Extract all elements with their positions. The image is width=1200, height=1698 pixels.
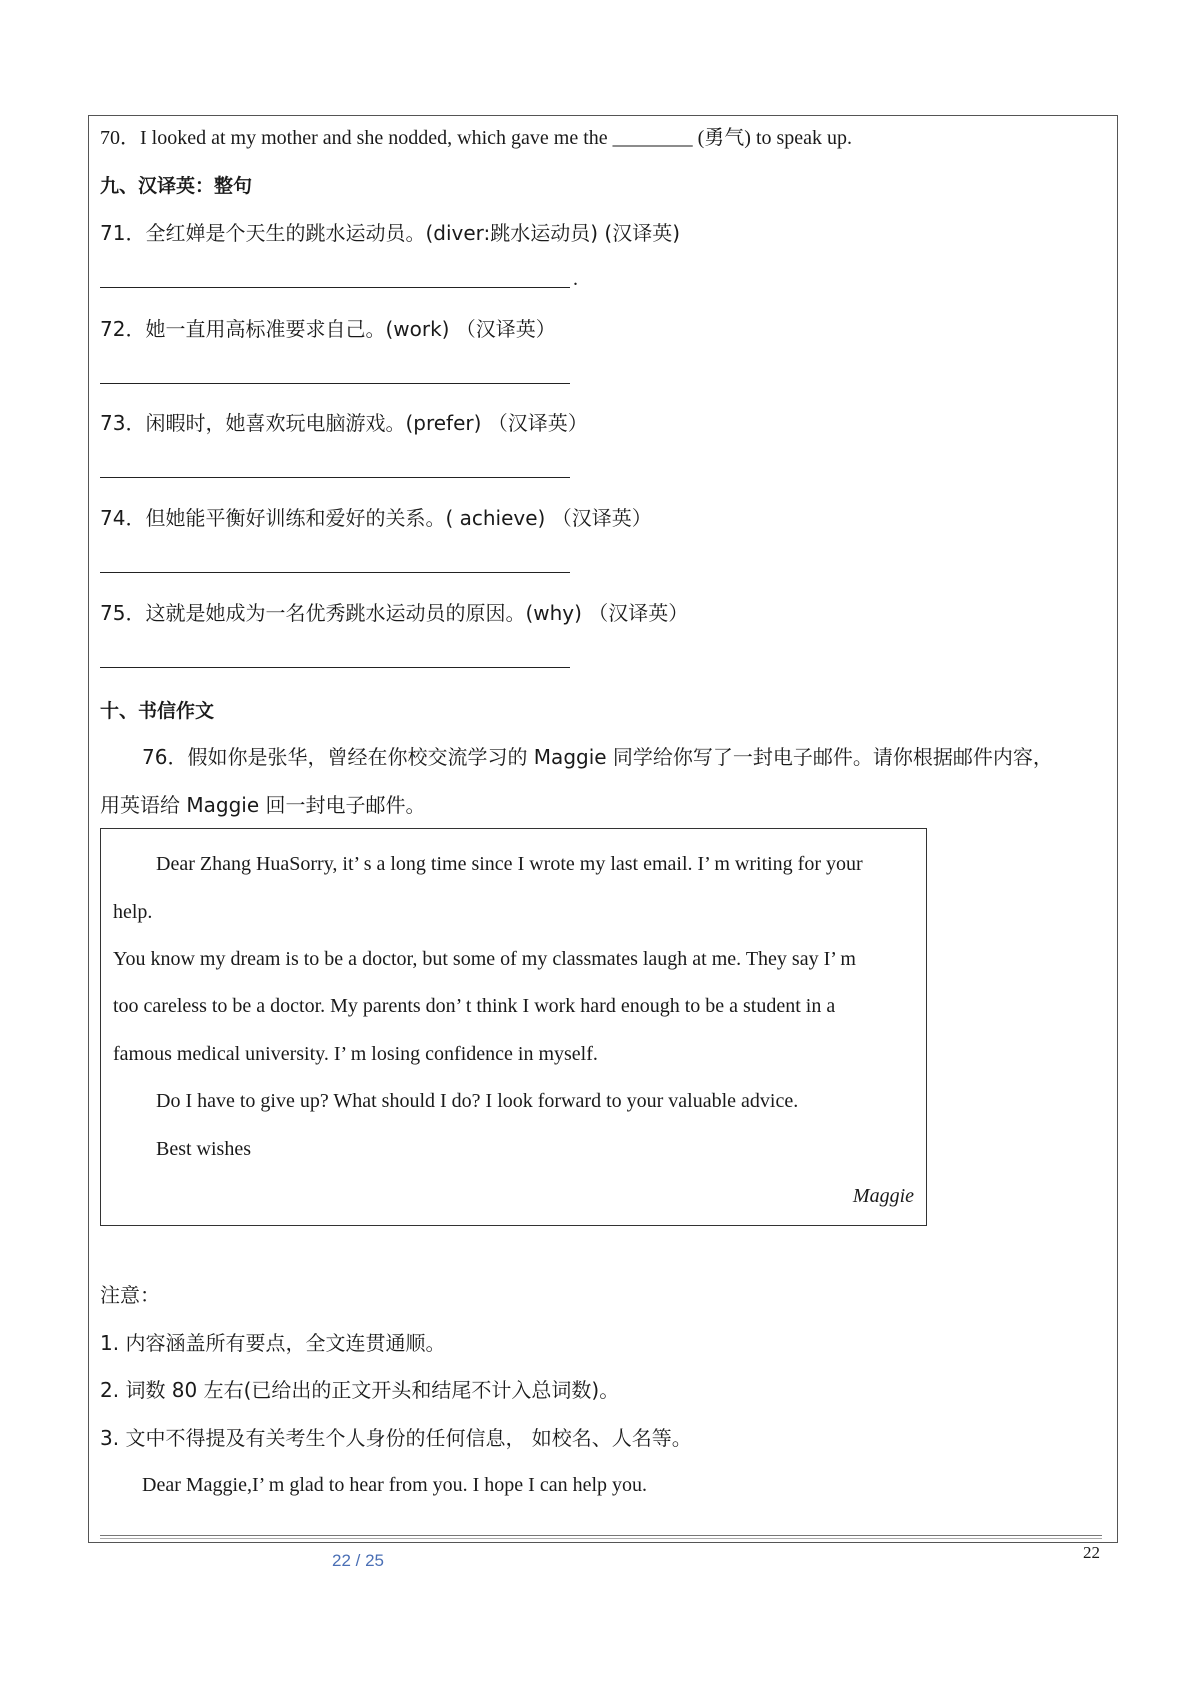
letter-line: Dear Zhang HuaSorry, it’ s a long time since I wrote my last email. I’ m writing for your: [156, 853, 863, 875]
letter-line: Do I have to give up? What should I do? I look forward to your valuable advice.: [156, 1090, 799, 1112]
question-76-line1: 76．假如你是张华，曾经在你校交流学习的 Maggie 同学给你写了一封电子邮件。请你根据邮件内容，: [142, 745, 1053, 769]
note-item: 3. 文中不得提及有关考生个人身份的任何信息， 如校名、人名等。: [100, 1426, 692, 1450]
email-letter-box: [100, 828, 927, 1226]
question-70: 70．I looked at my mother and she nodded, which gave me the ________ (勇气) to speak up.: [100, 127, 853, 149]
section-heading-9: 九、汉译英：整句: [100, 175, 253, 197]
answer-blank-75[interactable]: [100, 667, 570, 668]
note-item: 2. 词数 80 左右(已给出的正文开头和结尾不计入总词数)。: [100, 1378, 620, 1402]
note-item: 1. 内容涵盖所有要点，全文连贯通顺。: [100, 1331, 446, 1355]
letter-line: You know my dream is to be a doctor, but some of my classmates laugh at me. They say I’ m: [113, 948, 856, 970]
answer-blank-71[interactable]: [100, 287, 570, 288]
answer-blank-74[interactable]: [100, 572, 570, 573]
section-heading-10: 十、书信作文: [100, 700, 215, 722]
question-74: 74．但她能平衡好训练和爱好的关系。( achieve) （汉译英）: [100, 506, 652, 530]
page-indicator: 22 / 25: [332, 1551, 384, 1570]
answer-blank-71-period: .: [573, 268, 578, 290]
question-71: 71．全红婵是个天生的跳水运动员。(diver:跳水运动员) (汉译英): [100, 221, 681, 245]
notes-title: 注意：: [100, 1283, 160, 1307]
letter-closing: Best wishes: [156, 1138, 251, 1160]
footer-rule-double: [100, 1538, 1102, 1539]
page-number: 22: [1083, 1543, 1100, 1562]
letter-line: too careless to be a doctor. My parents don’ t think I work hard enough to be a student in a: [113, 995, 836, 1017]
question-73: 73．闲暇时，她喜欢玩电脑游戏。(prefer) （汉译英）: [100, 411, 588, 435]
answer-blank-73[interactable]: [100, 477, 570, 478]
question-75: 75．这就是她成为一名优秀跳水运动员的原因。(why) （汉译英）: [100, 601, 689, 625]
reply-opening: Dear Maggie,I’ m glad to hear from you. I hope I can help you.: [142, 1474, 648, 1496]
letter-line: help.: [113, 901, 153, 923]
question-76-line2: 用英语给 Maggie 回一封电子邮件。: [100, 793, 426, 817]
letter-line: famous medical university. I’ m losing confidence in myself.: [113, 1043, 598, 1065]
question-72: 72．她一直用高标准要求自己。(work) （汉译英）: [100, 317, 556, 341]
letter-signature: Maggie: [852, 1185, 914, 1207]
answer-blank-72[interactable]: [100, 383, 570, 384]
footer-rule: [100, 1535, 1102, 1536]
